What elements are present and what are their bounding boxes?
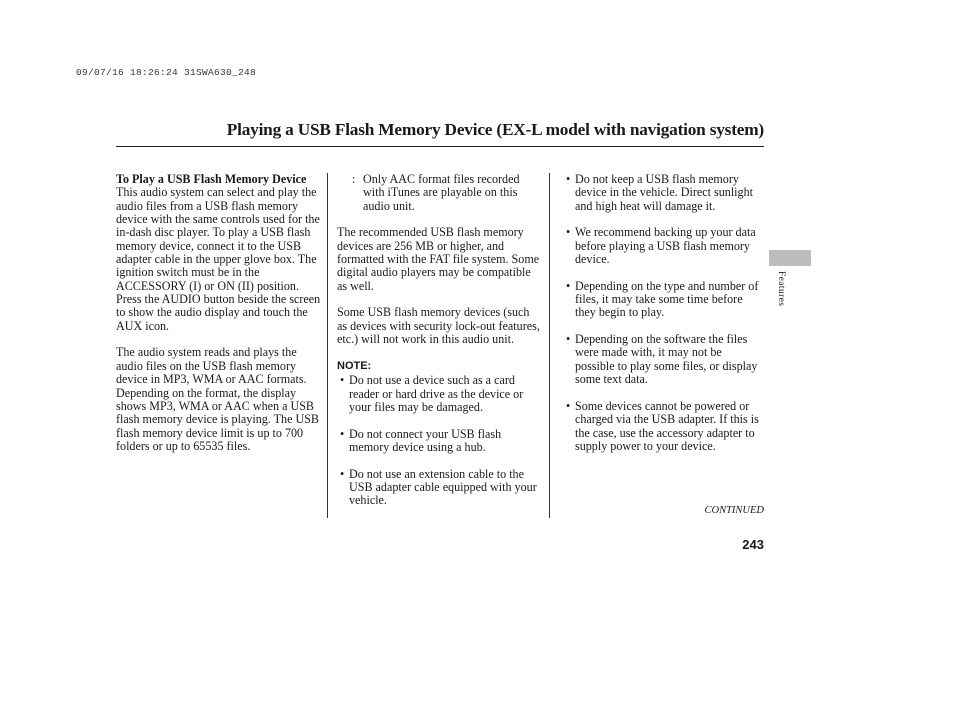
column-divider-2 <box>549 173 550 518</box>
continued-label: CONTINUED <box>704 505 764 516</box>
bullet-text: We recommend backing up your data before playing a USB flash memory device. <box>575 225 756 267</box>
bullet-dot: • <box>566 398 571 413</box>
bullet-text: Do not keep a USB flash memory device in the vehicle. Direct sunlight and high heat will damage it. <box>575 172 753 213</box>
bullet-text: Depending on the software the files were made with, it may not be possible to play some files, or display some text data. <box>575 332 758 387</box>
paragraph-formats: The audio system reads and plays the audio files on the USB flash memory device in MP3, WMA or AAC formats. Depending on the format, the display shows MP3, WMA or AAC when a USB flash memory device is playing. The USB flash memory device limit is up to 700 folders or up to 65535 files. <box>116 345 319 453</box>
note-label: NOTE: <box>337 359 372 372</box>
column-divider-1 <box>327 173 328 518</box>
tip-bullet <box>563 400 764 453</box>
section-tab-label: Features <box>776 271 786 307</box>
tip-bullet <box>563 226 764 266</box>
page-title: Playing a USB Flash Memory Device (EX-L model with navigation system) <box>226 120 764 139</box>
bullet-text: Depending on the type and number of files, it may take some time before they begin to play. <box>575 278 759 320</box>
tip-bullet <box>563 173 764 213</box>
tip-bullet <box>563 333 764 386</box>
column-middle <box>337 173 542 508</box>
title-rule <box>116 146 764 147</box>
bullet-text: Some devices cannot be powered or charged via the USB adapter. If this is the case, use the accessory adapter to supply power to your device. <box>575 398 759 453</box>
paragraph-incompatible: Some USB flash memory devices (such as devices with security lock-out features, etc.) will not work in this audio unit. <box>337 305 540 347</box>
tip-bullet <box>563 280 764 320</box>
bullet-dot: • <box>566 225 571 240</box>
print-stamp: 09/07/16 18:26:24 31SWA630_248 <box>76 67 257 78</box>
column-left <box>116 173 322 453</box>
footnote-text: Only AAC format files recorded with iTunes are playable on this audio unit. <box>363 172 520 213</box>
paragraph-intro: This audio system can select and play the audio files from a USB flash memory device with the same controls used for the in-dash disc player. To play a USB flash memory device, connect it to the USB adapter cable in the upper glove box. The ignition switch must be in the ACCESSORY (I) or ON (II) position. Press the AUDIO button beside the screen to show the audio display and touch the AUX icon. <box>116 185 321 333</box>
section-heading: To Play a USB Flash Memory Device <box>116 172 307 186</box>
section-tab <box>769 250 811 266</box>
column-right <box>563 173 764 453</box>
page-number: 243 <box>742 537 764 552</box>
bullet-dot: • <box>340 466 345 481</box>
bullet-dot: • <box>566 278 571 293</box>
footnote-aac <box>337 173 542 213</box>
bullet-dot: • <box>340 373 345 388</box>
bullet-dot: • <box>566 332 571 347</box>
note-bullet <box>337 428 542 455</box>
bullet-text: Do not use a device such as a card reader or hard drive as the device or your files may be damaged. <box>349 373 524 414</box>
paragraph-recommended: The recommended USB flash memory devices are 256 MB or higher, and formatted with the FAT file system. Some digital audio players may be compatible as well. <box>337 225 540 293</box>
bullet-text: Do not connect your USB flash memory device using a hub. <box>349 426 502 454</box>
bullet-dot: • <box>340 426 345 441</box>
note-bullet <box>337 374 542 414</box>
footnote-mark: : <box>352 172 356 186</box>
bullet-dot: • <box>566 172 571 186</box>
bullet-text: Do not use an extension cable to the USB adapter cable equipped with your vehicle. <box>349 466 537 508</box>
note-bullet <box>337 468 542 508</box>
